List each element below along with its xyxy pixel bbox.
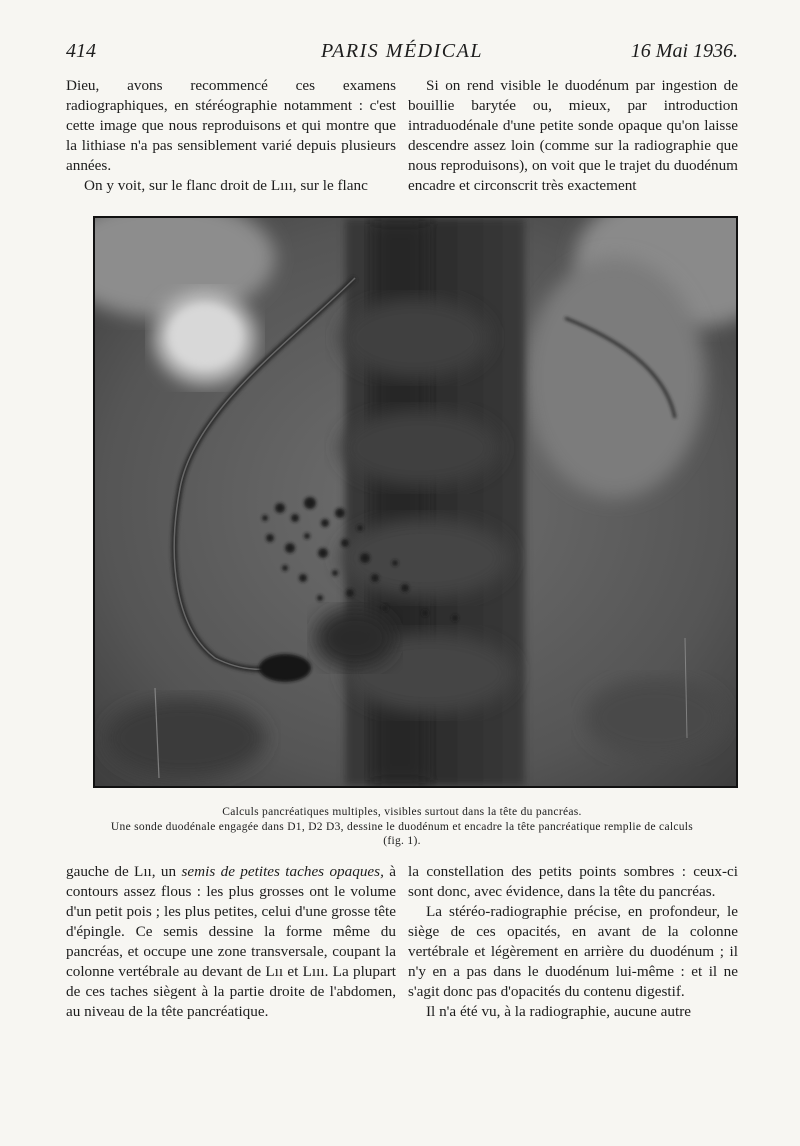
figure-caption-line-2: Une sonde duodénale engagée dans D1, D2 D3, dessine le duodénum et encadre la tête pancréatique remplie de calculs bbox=[110, 821, 694, 833]
bottom-left-column bbox=[66, 862, 396, 1022]
issue-date: 16 Mai 1936. bbox=[630, 40, 738, 62]
paragraph bbox=[66, 862, 396, 1022]
running-header bbox=[66, 40, 738, 68]
text-run: à contours assez flous : les plus grosses ont le volume d'un petit pois ; les plus petites, celui d'une grosse tête d'épingle. Ce semis dessine la forme même du pancréas, et occupe une zone transversale, coupant la colonne vertébrale au devant de Lıı et Lııı. La plupart de ces taches siègent à la partie droite de l'abdomen, au niveau de la tête pancréatique. bbox=[66, 863, 396, 1020]
paragraph: la constellation des petits points sombres : ceux-ci sont donc, avec évidence, dans la tête du pancréas. bbox=[408, 863, 738, 900]
paragraph: La stéréo-radiographie précise, en profondeur, le siège de ces opacités, en avant de la colonne vertébrale et légèrement en arrière du duodénum ; il n'y en a pas dans le duodénum lui-même : et il ne s'agit donc pas d'opacités du contenu digestif. bbox=[408, 903, 738, 1000]
top-left-column bbox=[66, 76, 396, 196]
paragraph: Dieu, avons recommencé ces examens radiographiques, en stéréographie notamment : c'est cette image que nous reproduisons et qui montre que la lithiase n'a pas sensiblement varié depuis plusieurs années. bbox=[66, 77, 396, 174]
paragraph: Il n'a été vu, à la radiographie, aucune autre bbox=[426, 1003, 692, 1020]
paragraph: Si on rend visible le duodénum par ingestion de bouillie barytée ou, mieux, par introduction intraduodénale d'une petite sonde opaque qu'on laisse descendre assez loin (comme sur la radiographie que nous reproduisons), on voit que le trajet du duodénum encadre et circonscrit très exactement bbox=[408, 77, 738, 194]
radiograph-image bbox=[95, 218, 736, 786]
top-right-column bbox=[408, 76, 738, 196]
paragraph: On y voit, sur le flanc droit de Lııı, sur le flanc bbox=[84, 177, 368, 194]
journal-title: PARIS MÉDICAL bbox=[321, 40, 483, 62]
radiograph-figure bbox=[93, 216, 738, 788]
bottom-right-column bbox=[408, 862, 738, 1022]
figure-caption-line-3: (fig. 1). bbox=[383, 835, 421, 847]
text-run: gauche de Lıı, un bbox=[66, 863, 182, 880]
page-number: 414 bbox=[66, 40, 96, 62]
figure-caption-line-1: Calculs pancréatiques multiples, visibles surtout dans la tête du pancréas. bbox=[222, 806, 582, 818]
italic-phrase: semis de petites taches opaques, bbox=[181, 863, 384, 880]
